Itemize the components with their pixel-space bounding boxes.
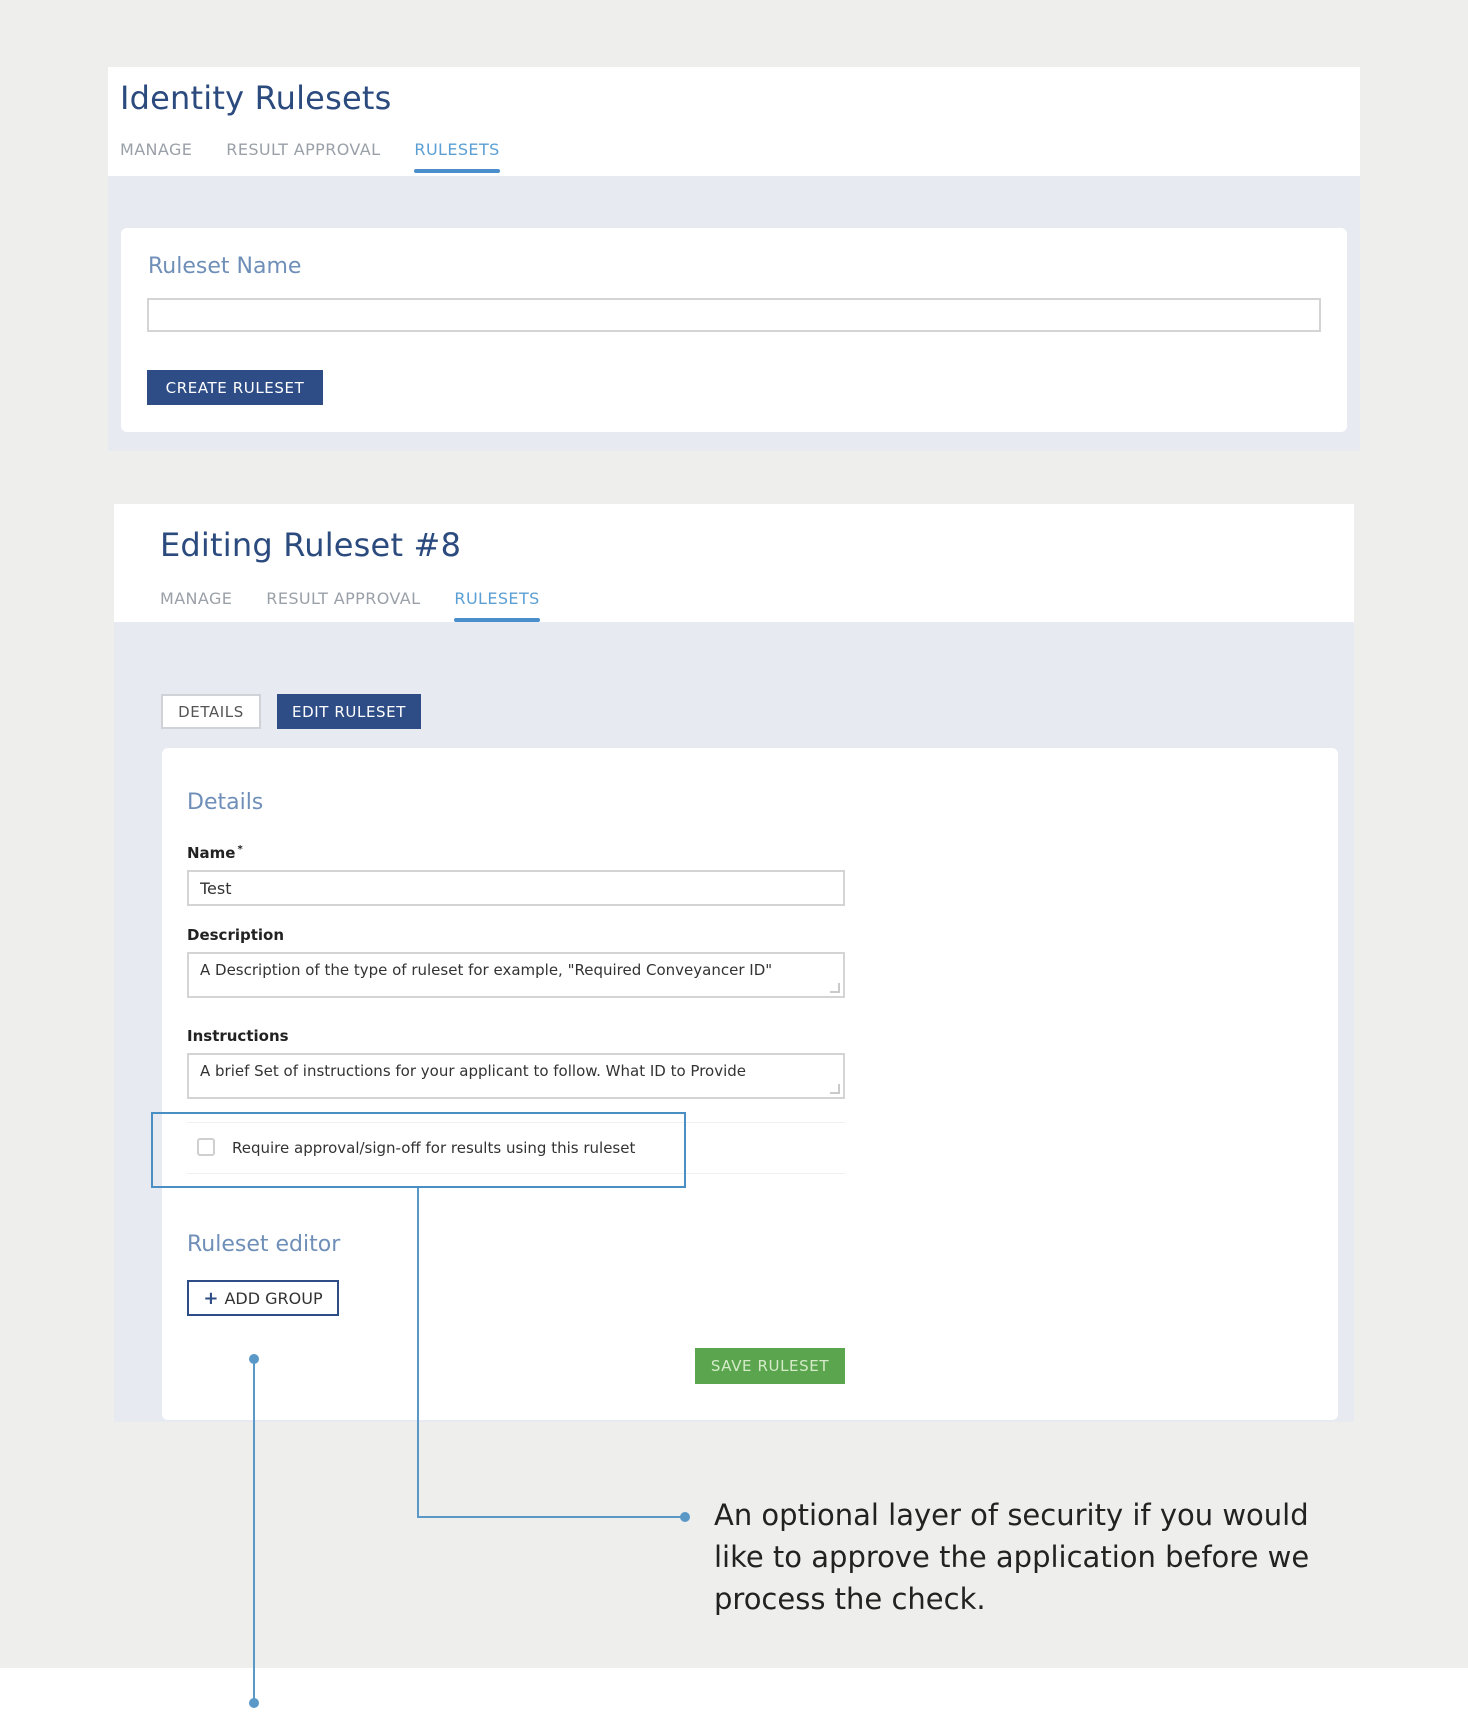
callout-line-horizontal bbox=[417, 1516, 685, 1518]
ruleset-name-input[interactable] bbox=[147, 298, 1321, 332]
name-input[interactable] bbox=[187, 870, 845, 906]
approval-callout-box bbox=[151, 1112, 686, 1188]
description-textarea[interactable] bbox=[187, 952, 845, 998]
tab-rulesets[interactable]: RULESETS bbox=[414, 140, 499, 169]
plus-icon: + bbox=[203, 1287, 219, 1309]
resize-grip-icon[interactable] bbox=[830, 1084, 840, 1094]
resize-grip-icon[interactable] bbox=[830, 983, 840, 993]
tab-result-approval[interactable]: RESULT APPROVAL bbox=[226, 140, 381, 159]
name-label bbox=[187, 844, 243, 862]
ruleset-name-label: Ruleset Name bbox=[148, 254, 302, 279]
details-tab-button[interactable]: DETAILS bbox=[161, 694, 261, 729]
callout-dot-editor-bottom bbox=[249, 1698, 259, 1708]
identity-rulesets-panel bbox=[108, 67, 1360, 451]
tab-rulesets[interactable]: RULESETS bbox=[454, 589, 539, 618]
create-ruleset-button[interactable]: CREATE RULESET bbox=[147, 370, 323, 405]
editing-ruleset-header bbox=[114, 504, 1354, 622]
page-title: Identity Rulesets bbox=[120, 79, 392, 117]
callout-line-vertical bbox=[417, 1188, 419, 1518]
approval-annotation-text: An optional layer of security if you would like to approve the application before we process the check. bbox=[714, 1498, 1310, 1616]
details-heading: Details bbox=[187, 790, 264, 815]
editing-ruleset-title: Editing Ruleset #8 bbox=[160, 526, 462, 564]
save-ruleset-button[interactable]: SAVE RULESET bbox=[695, 1348, 845, 1384]
tab-manage[interactable]: MANAGE bbox=[160, 589, 233, 608]
name-label-text: Name bbox=[187, 844, 236, 862]
add-group-label: ADD GROUP bbox=[224, 1288, 323, 1308]
edit-ruleset-card bbox=[162, 748, 1338, 1420]
instructions-textarea[interactable] bbox=[187, 1053, 845, 1099]
callout-line-editor bbox=[253, 1358, 255, 1704]
description-label: Description bbox=[187, 926, 285, 944]
tab-result-approval[interactable]: RESULT APPROVAL bbox=[266, 589, 421, 608]
identity-rulesets-header bbox=[108, 67, 1360, 176]
editing-ruleset-panel bbox=[114, 504, 1354, 1422]
create-ruleset-card bbox=[121, 228, 1347, 432]
instructions-value: A brief Set of instructions for your applicant to follow. What ID to Provide bbox=[200, 1062, 747, 1080]
description-value: A Description of the type of ruleset for example, "Required Conveyancer ID" bbox=[200, 961, 773, 979]
identity-tabs bbox=[120, 140, 500, 169]
tab-manage[interactable]: MANAGE bbox=[120, 140, 193, 159]
approval-checkbox-label[interactable]: Require approval/sign-off for results using this ruleset bbox=[232, 1139, 636, 1157]
callout-dot-annotation bbox=[680, 1512, 690, 1522]
required-mark: * bbox=[237, 844, 243, 855]
add-group-button[interactable] bbox=[187, 1280, 339, 1316]
editing-tabs bbox=[160, 589, 540, 618]
edit-ruleset-tab-button[interactable]: EDIT RULESET bbox=[277, 694, 421, 729]
ruleset-editor-heading: Ruleset editor bbox=[187, 1232, 341, 1257]
instructions-label: Instructions bbox=[187, 1027, 289, 1045]
callout-dot-editor-top bbox=[249, 1354, 259, 1364]
